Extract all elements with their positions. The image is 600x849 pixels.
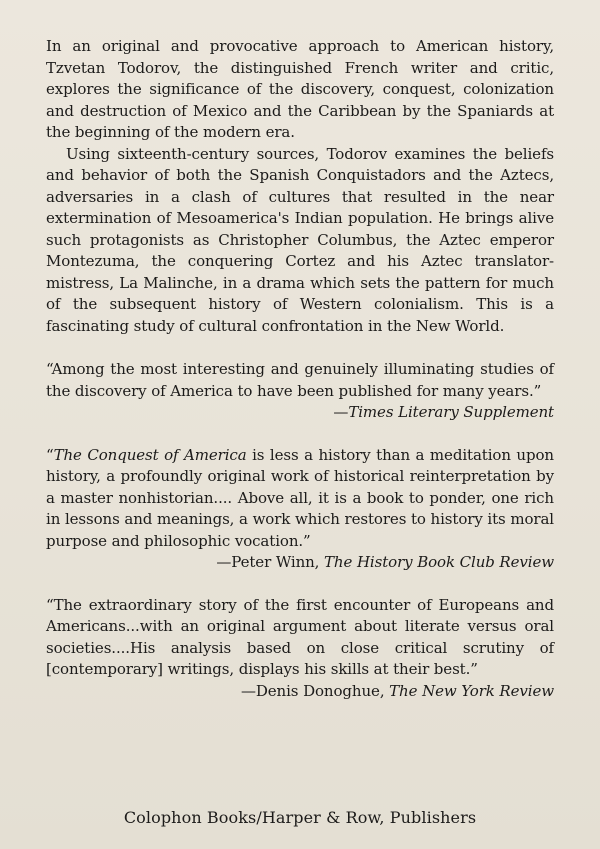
description-paragraph-1: In an original and provocative approach to American history, Tzvetan Todorov, the distinguished French writer and critic, explores the significance of the discovery, conquest, colonization and destruction of Mexico and the Caribbean by the Spaniards at the beginning of the modern era. [46,37,554,141]
review-quote-1-text: “Among the most interesting and genuinely illuminating studies of the discovery of America to have been published for many years.” [46,360,554,400]
review-quote-2-attribution-prefix: —Peter Winn, [216,553,325,571]
review-quote-3-attribution [241,681,554,703]
review-quote-1-attribution-prefix: — [333,403,349,421]
review-quote-1 [46,359,554,424]
review-quote-2-open-mark: “ [46,445,54,464]
review-quote-2 [46,445,554,574]
review-quote-3-attribution-prefix: —Denis Donoghue, [240,681,390,700]
review-quote-1-source: Times Literary Supplement [348,403,554,421]
publisher-imprint: Colophon Books/Harper & Row, Publishers [123,808,477,827]
review-quote-2-attribution [216,552,554,574]
review-quote-2-book-title: The Conquest of America [53,445,247,464]
description-paragraph-2: Using sixteenth-century sources, Todorov examines the beliefs and behavior of both the Spanish Conquistadors and the Aztecs, adversaries in a clash of cultures that resulted in the near extermination of Mesoamerica's Indian population. He brings alive such protagonists as Christopher Columbus, the Aztec emperor Montezuma, the conquering Cortez and his Aztec translator-mistress, La Malinche, in a drama which sets the pattern for much of the subsequent history of Western colonialism. This is a fascinating study of cultural confrontation in the New World. [46,144,554,335]
review-quote-1-attribution [333,402,554,424]
review-quote-2-source: The History Book Club Review [324,553,554,571]
review-quote-3 [46,595,554,703]
back-cover-text [46,36,554,702]
review-quote-3-source: The New York Review [389,681,554,700]
review-quote-3-text: “The extraordinary story of the first encounter of Europeans and Americans...with an original argument about literate versus oral societies....His analysis based on close critical scrutiny of [contemporary] writings, displays his skills at their best.” [46,595,554,678]
review-quote-2-text: is less a history than a meditation upon history, a profoundly original work of historical reinterpretation by a master nonhistorian.... Above all, it is a book to ponder, one rich in lessons and meanings, a work which restores to history its moral purpose and philosophic vocation.” [46,445,554,550]
